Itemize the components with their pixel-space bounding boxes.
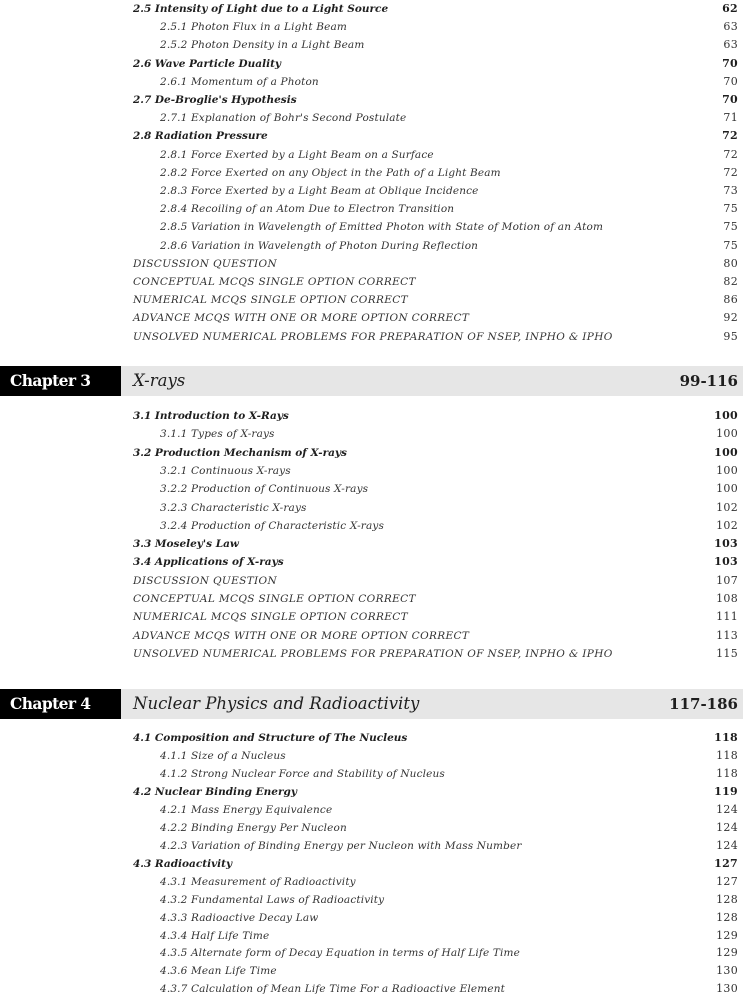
toc-subsection: [0, 164, 743, 182]
toc-exercise: [0, 309, 743, 327]
toc-subsection: [0, 36, 743, 54]
toc-entry-title: 4.2.1 Mass Energy Equivalence: [160, 803, 333, 816]
toc-exercise: [0, 291, 743, 309]
toc-page-number: 118: [716, 749, 738, 762]
toc-entry-title: CONCEPTUAL MCQS SINGLE OPTION CORRECT: [133, 593, 416, 605]
toc-page-number: 127: [714, 856, 738, 870]
toc-entry-title: UNSOLVED NUMERICAL PROBLEMS FOR PREPARATION OF NSEP, INPHO & IPHO: [133, 647, 613, 660]
toc-entry-title: 3.1.1 Types of X-rays: [160, 428, 275, 441]
toc-page-number: 92: [723, 311, 738, 325]
toc-entry-title: 3.3 Moseley's Law: [133, 538, 239, 551]
toc-entry-title: 3.1 Introduction to X-Rays: [133, 410, 289, 422]
toc-page-number: 80: [723, 256, 738, 270]
toc-entry-title: 2.5 Intensity of Light due to a Light Source: [133, 3, 389, 15]
chapter-badge: Chapter 4: [0, 689, 121, 719]
toc-entry-title: 4.1.2 Strong Nuclear Force and Stability of Nucleus: [160, 767, 445, 780]
toc-page-number: 100: [714, 409, 738, 422]
toc-subsection: [0, 909, 743, 927]
toc-page-number: 70: [722, 93, 738, 106]
toc-exercise: [0, 328, 743, 346]
toc-page-number: 75: [723, 202, 738, 216]
toc-entry-title: 4.1.1 Size of a Nucleus: [160, 750, 286, 762]
toc-exercise: [0, 608, 743, 626]
toc-entry-title: 4.3.2 Fundamental Laws of Radioactivity: [160, 893, 385, 906]
toc-subsection: [0, 462, 743, 480]
toc-page-number: 82: [723, 275, 738, 288]
toc-page-number: 130: [716, 982, 738, 996]
chapter-title: Nuclear Physics and Radioactivity: [133, 694, 420, 713]
toc-page-number: 75: [723, 220, 738, 234]
toc-page-number: 111: [716, 610, 738, 624]
toc-subsection: [0, 944, 743, 962]
toc-subsection: [0, 873, 743, 891]
toc-page-number: 118: [716, 766, 738, 780]
toc-page-number: 100: [716, 463, 738, 477]
toc-subsection: [0, 747, 743, 765]
toc-entry-title: 4.3.4 Half Life Time: [160, 929, 270, 942]
toc-entry-title: 4.2.2 Binding Energy Per Nucleon: [160, 821, 347, 834]
toc-page-number: 129: [716, 928, 738, 942]
toc-page-number: 63: [723, 38, 738, 52]
toc-subsection: [0, 73, 743, 91]
toc-page-number: 103: [714, 537, 738, 551]
toc-subsection: [0, 480, 743, 498]
toc-page-number: 108: [716, 592, 738, 605]
toc-subsection: [0, 517, 743, 535]
chapter-band: [121, 366, 743, 396]
toc-page-number: 102: [716, 518, 738, 532]
toc-page-number: 103: [714, 555, 738, 569]
toc-subsection: [0, 182, 743, 200]
toc-page-number: 118: [714, 731, 738, 744]
toc-entry-title: 4.3.3 Radioactive Decay Law: [160, 911, 319, 924]
toc-page-number: 75: [723, 238, 738, 252]
toc-page-number: 100: [716, 482, 738, 496]
toc-entry-title: 3.2.4 Production of Characteristic X-rays: [160, 519, 384, 532]
toc-page-number: 72: [723, 147, 738, 161]
toc-subsection: [0, 819, 743, 837]
toc-entry-title: 4.3.7 Calculation of Mean Life Time For a Radioactive Element: [160, 983, 506, 996]
toc-entry-title: ADVANCE MCQS WITH ONE OR MORE OPTION CORRECT: [133, 629, 470, 642]
toc-entry-title: DISCUSSION QUESTION: [133, 257, 278, 270]
toc-entry-title: DISCUSSION QUESTION: [133, 574, 278, 587]
toc-entry-title: 4.3 Radioactivity: [133, 857, 233, 870]
chapter-title: X-rays: [133, 371, 186, 390]
toc-entry-title: 4.3.1 Measurement of Radioactivity: [160, 875, 356, 888]
toc-subsection: [0, 980, 743, 998]
toc-subsection: [0, 146, 743, 164]
toc-section: [0, 407, 743, 425]
toc-subsection: [0, 200, 743, 218]
toc-entry-title: 4.1 Composition and Structure of The Nucleus: [133, 732, 408, 744]
toc-subsection: [0, 218, 743, 236]
toc-section: [0, 535, 743, 553]
toc-section: [0, 127, 743, 145]
toc-entry-title: 2.8 Radiation Pressure: [133, 130, 268, 143]
toc-exercise: [0, 627, 743, 645]
toc-entry-title: NUMERICAL MCQS SINGLE OPTION CORRECT: [133, 294, 408, 307]
toc-page-number: 107: [716, 573, 738, 587]
toc-entry-title: 2.8.1 Force Exerted by a Light Beam on a Surface: [160, 148, 434, 161]
toc-subsection: [0, 801, 743, 819]
toc-subsection: [0, 237, 743, 255]
toc-page-number: 62: [722, 2, 738, 15]
toc-section: [0, 783, 743, 801]
toc-page-number: 73: [723, 184, 738, 197]
toc-subsection: [0, 837, 743, 855]
toc-entry-title: 4.3.6 Mean Life Time: [160, 965, 277, 978]
toc-page-number: 86: [723, 293, 738, 307]
toc-entry-title: 2.5.1 Photon Flux in a Light Beam: [160, 21, 348, 34]
toc-page-number: 70: [723, 74, 738, 88]
toc-page-number: 63: [723, 20, 738, 34]
toc-page-number: 100: [714, 445, 738, 459]
toc-entry-title: UNSOLVED NUMERICAL PROBLEMS FOR PREPARATION OF NSEP, INPHO & IPHO: [133, 330, 613, 343]
toc-exercise: [0, 645, 743, 663]
toc-page-number: 100: [716, 427, 738, 441]
toc-entry-title: 2.6 Wave Particle Duality: [133, 57, 282, 70]
toc-page-number: 124: [716, 802, 738, 816]
toc-exercise: [0, 572, 743, 590]
toc-subsection: [0, 765, 743, 783]
toc-page-number: 95: [723, 329, 738, 343]
toc-subsection: [0, 499, 743, 517]
toc-entry-title: 2.7.1 Explanation of Bohr's Second Postulate: [160, 112, 407, 125]
toc-subsection: [0, 891, 743, 909]
toc-section: [0, 91, 743, 109]
toc-entry-title: 3.4 Applications of X-rays: [133, 556, 284, 569]
toc-entry-title: 4.3.5 Alternate form of Decay Equation in terms of Half Life Time: [160, 947, 520, 960]
toc-page-number: 124: [716, 838, 738, 852]
toc-subsection: [0, 425, 743, 443]
toc-entry-title: 3.2.2 Production of Continuous X-rays: [160, 483, 369, 496]
toc-entry-title: 4.2.3 Variation of Binding Energy per Nucleon with Mass Number: [160, 839, 522, 852]
toc-section: [0, 729, 743, 747]
toc-entry-title: 3.2.3 Characteristic X-rays: [160, 501, 307, 514]
chapter-badge: Chapter 3: [0, 366, 121, 396]
chapter-page-range: 117-186: [669, 695, 738, 713]
toc-entry-title: 2.8.4 Recoiling of an Atom Due to Electron Transition: [160, 203, 455, 216]
toc-entry-title: 2.8.3 Force Exerted by a Light Beam at Oblique Incidence: [160, 185, 479, 197]
toc-section: [0, 444, 743, 462]
toc-subsection: [0, 927, 743, 945]
toc-subsection: [0, 109, 743, 127]
toc-page-number: 127: [716, 874, 738, 888]
toc-section: [0, 55, 743, 73]
toc-entry-title: 2.7 De-Broglie's Hypothesis: [133, 94, 297, 106]
toc-subsection: [0, 962, 743, 980]
toc-page-number: 72: [723, 165, 738, 179]
toc-page-number: 113: [716, 628, 738, 642]
toc-entry-title: 2.5.2 Photon Density in a Light Beam: [160, 39, 365, 52]
toc-page-number: 128: [716, 910, 738, 924]
toc-page-number: 129: [716, 946, 738, 960]
toc-page-number: 70: [722, 56, 738, 70]
toc-section: [0, 553, 743, 571]
toc-page-number: 130: [716, 964, 738, 978]
toc-page-number: 115: [716, 646, 738, 660]
toc-entry-title: ADVANCE MCQS WITH ONE OR MORE OPTION CORRECT: [133, 312, 470, 325]
toc-page-number: 124: [716, 820, 738, 834]
toc-entry-title: CONCEPTUAL MCQS SINGLE OPTION CORRECT: [133, 276, 416, 288]
toc-page-number: 128: [716, 892, 738, 906]
toc-subsection: [0, 18, 743, 36]
toc-exercise: [0, 255, 743, 273]
toc-entry-title: 4.2 Nuclear Binding Energy: [133, 785, 297, 798]
toc-entry-title: 3.2.1 Continuous X-rays: [160, 464, 291, 477]
toc-section: [0, 0, 743, 18]
toc-entry-title: 3.2 Production Mechanism of X-rays: [133, 446, 347, 459]
toc-entry-title: 2.8.6 Variation in Wavelength of Photon During Reflection: [160, 239, 479, 252]
toc-section: [0, 855, 743, 873]
chapter-header: [0, 366, 743, 396]
toc-entry-title: 2.6.1 Momentum of a Photon: [160, 75, 319, 88]
toc-exercise: [0, 590, 743, 608]
toc-page-number: 102: [716, 500, 738, 514]
toc-entry-title: NUMERICAL MCQS SINGLE OPTION CORRECT: [133, 611, 408, 624]
toc-entry-title: 2.8.2 Force Exerted on any Object in the Path of a Light Beam: [160, 166, 501, 179]
toc-exercise: [0, 273, 743, 291]
chapter-page-range: 99-116: [679, 372, 738, 390]
toc-page-number: 72: [722, 129, 738, 143]
toc-entry-title: 2.8.5 Variation in Wavelength of Emitted Photon with State of Motion of an Atom: [160, 221, 604, 234]
chapter-header: [0, 689, 743, 719]
toc-page-number: 119: [714, 784, 738, 798]
toc-page-number: 71: [723, 111, 738, 125]
